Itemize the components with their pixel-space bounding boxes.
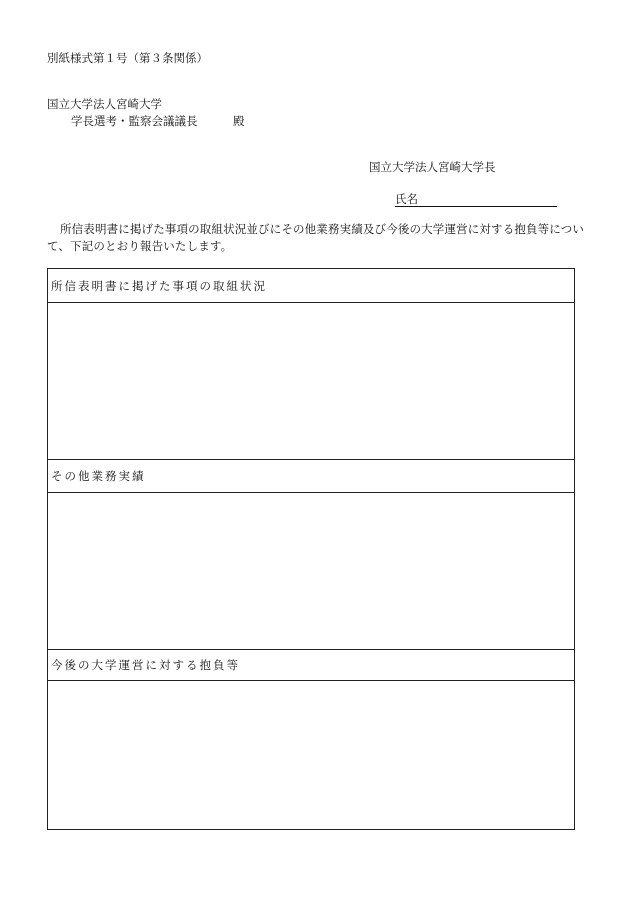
intro-paragraph: 所信表明書に掲げた事項の取組状況並びにその他業務実績及び今後の大学運営に対する抱負等について、下記のとおり報告いたします。 <box>47 222 585 253</box>
sender-name-label: 氏名 <box>395 192 418 206</box>
section-body-policy-progress[interactable] <box>48 303 574 460</box>
sender-organization: 国立大学法人宮崎大学長 <box>369 160 496 174</box>
signature-line[interactable] <box>395 206 557 207</box>
section-body-other-achievements[interactable] <box>48 493 574 650</box>
form-number: 別紙様式第１号（第３条関係） <box>47 51 208 65</box>
report-table <box>47 268 575 830</box>
section-header-other-achievements: その他業務実績 <box>48 460 574 493</box>
addressee-honorific: 殿 <box>233 114 245 128</box>
section-body-future-aspirations[interactable] <box>48 681 574 829</box>
addressee-title: 学長選考・監察会議議長 <box>71 114 198 128</box>
section-header-policy-progress: 所信表明書に掲げた事項の取組状況 <box>48 269 574 303</box>
addressee-organization: 国立大学法人宮崎大学 <box>47 97 162 111</box>
section-header-future-aspirations: 今後の大学運営に対する抱負等 <box>48 650 574 681</box>
